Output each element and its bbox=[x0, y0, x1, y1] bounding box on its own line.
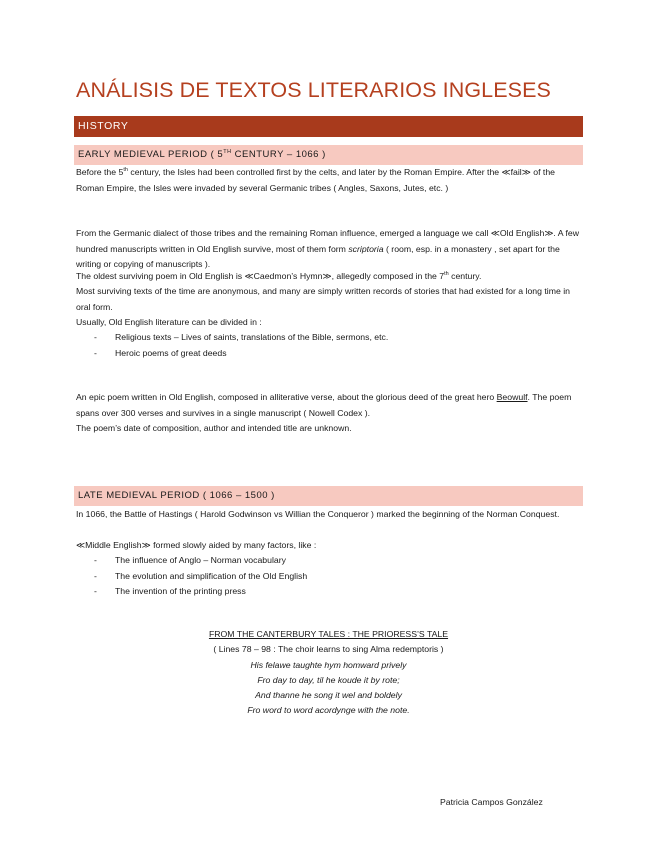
list-item: - The evolution and simplification of the Old English bbox=[94, 570, 308, 581]
late-paragraph-2: ≪Middle English≫ formed slowly aided by many factors, like : bbox=[76, 540, 317, 550]
early-medieval-heading bbox=[74, 145, 583, 165]
list-item-text: The evolution and simplification of the Old English bbox=[115, 570, 308, 581]
early-p2-text-a: From the Germanic dialect of those tribes and the remaining Roman influence, emerged a language we call ≪Old English≫. A few hundred manuscripts written in Old English survive, most of them form bbox=[76, 228, 580, 254]
verse-line: His felawe taughte hym homward prively bbox=[250, 659, 407, 670]
early-heading-pre: EARLY MEDIEVAL PERIOD ( 5 bbox=[78, 149, 224, 160]
late-heading-text: LATE MEDIEVAL PERIOD ( 1066 – 1500 ) bbox=[78, 490, 275, 501]
early-p1-text-a: Before the 5 bbox=[76, 167, 124, 177]
early-p3-text-a: The oldest surviving poem in Old English is ≪Caedmon’s Hymn≫, allegedly composed in the 7 bbox=[76, 271, 445, 281]
early-paragraph-7: The poem’s date of composition, author and intended title are unknown. bbox=[76, 423, 352, 433]
page-title: ANÁLISIS DE TEXTOS LITERARIOS INGLESES bbox=[76, 78, 551, 102]
early-paragraph-1 bbox=[76, 165, 582, 196]
early-p6-text-b: . The poem spans over 300 verses and survives in a single manuscript ( Nowell Codex ). bbox=[76, 392, 572, 418]
early-paragraph-2 bbox=[76, 226, 582, 273]
early-list bbox=[94, 330, 388, 361]
verse-line: And thanne he song it wel and boldely bbox=[255, 690, 402, 701]
early-heading-post: CENTURY – 1066 ) bbox=[231, 149, 326, 160]
early-p6-text-a: An epic poem written in Old English, composed in alliterative verse, about the glorious deed of the great hero bbox=[76, 392, 497, 402]
excerpt-note: ( Lines 78 – 98 : The choir learns to sing Alma redemptoris ) bbox=[213, 644, 444, 655]
early-paragraph-6 bbox=[76, 390, 582, 421]
early-p2-text-b: ( room, esp. in a monastery , set apart for the writing or copying of manuscripts ). bbox=[76, 243, 560, 269]
early-paragraph-3 bbox=[76, 269, 582, 285]
early-p3-text-b: century. bbox=[448, 271, 482, 281]
list-item-text: The invention of the printing press bbox=[115, 586, 246, 596]
late-paragraph-1: In 1066, the Battle of Hastings ( Harold Godwinson vs Willian the Conqueror ) marked the beginning of the Norman Conquest. bbox=[76, 509, 560, 519]
early-p2-italic: scriptoria bbox=[348, 243, 384, 254]
list-item-text: Religious texts – Lives of saints, translations of the Bible, sermons, etc. bbox=[115, 332, 389, 342]
history-label: HISTORY bbox=[78, 120, 129, 132]
excerpt-block bbox=[74, 627, 583, 719]
list-item: - The influence of Anglo – Norman vocabulary bbox=[94, 555, 286, 565]
early-p1-text-b: century, the Isles had been controlled first by the celts, and later by the Roman Empire. After the ≪fail≫ of the Roman Empire, the Isles were invaded by several Germanic tribes ( Angles, Saxons, Jutes, etc. ) bbox=[76, 167, 555, 193]
early-paragraph-4: Most surviving texts of the time are anonymous, and many are simply written records of stories that had existed for a long time in oral form. bbox=[76, 286, 570, 312]
author-name: Patricia Campos González bbox=[440, 797, 543, 807]
list-item-text: The influence of Anglo – Norman vocabulary bbox=[115, 555, 286, 565]
beowulf-link[interactable]: Beowulf bbox=[496, 392, 528, 402]
early-p1-sup: th bbox=[123, 167, 128, 174]
list-item: - Heroic poems of great deeds bbox=[94, 347, 227, 358]
excerpt-title: FROM THE CANTERBURY TALES : THE PRIORESS’S TALE bbox=[208, 629, 449, 639]
list-item: - Religious texts – Lives of saints, translations of the Bible, sermons, etc. bbox=[94, 332, 389, 342]
list-item-text: Heroic poems of great deeds bbox=[115, 347, 227, 358]
late-medieval-heading bbox=[74, 486, 583, 506]
late-list bbox=[94, 553, 307, 600]
list-item: - The invention of the printing press bbox=[94, 586, 246, 596]
early-paragraph-5: Usually, Old English literature can be divided in : bbox=[76, 317, 262, 327]
early-heading-sup: TH bbox=[223, 148, 232, 155]
history-section-bar bbox=[74, 116, 583, 137]
verse-line: Fro word to word acordynge with the note. bbox=[247, 705, 410, 716]
verse-line: Fro day to day, til he koude it by rote; bbox=[257, 674, 400, 685]
early-p3-sup: th bbox=[444, 271, 449, 278]
